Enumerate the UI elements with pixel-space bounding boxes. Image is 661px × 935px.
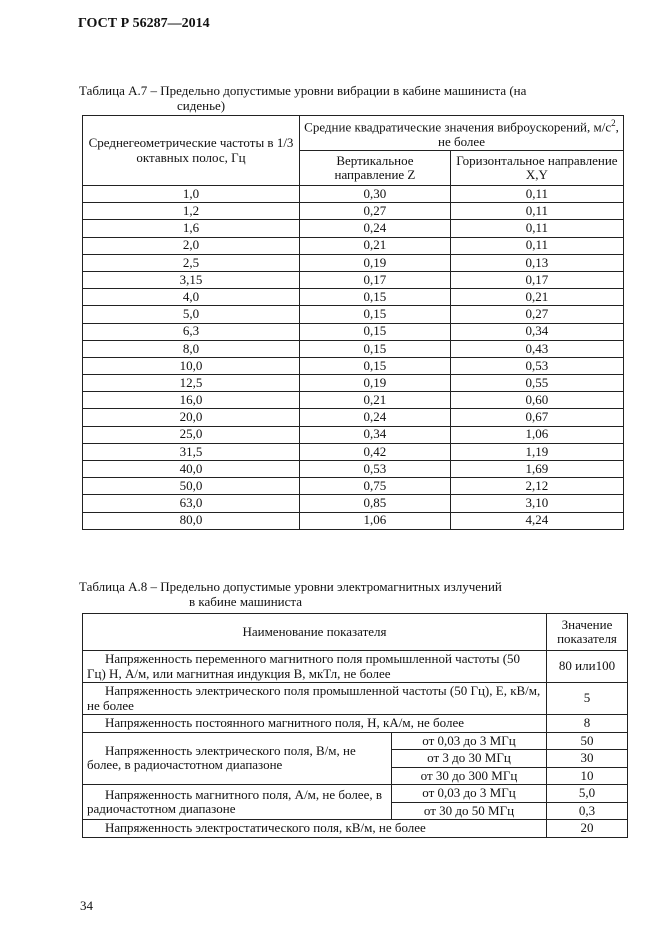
table7-col3-header: Горизонтальное направление X,Y (450, 151, 623, 186)
horizontal-xy-cell: 1,06 (450, 426, 623, 443)
horizontal-xy-cell: 2,12 (450, 478, 623, 495)
horizontal-xy-cell: 0,11 (450, 237, 623, 254)
frequency-cell: 1,0 (83, 186, 300, 203)
table8-col2-header: Значение показателя (547, 614, 628, 651)
table7-row (83, 461, 624, 478)
table8-row-value: 5 (547, 683, 628, 715)
table8-row-value: 50 (547, 732, 628, 750)
horizontal-xy-cell: 1,69 (450, 461, 623, 478)
table7-col2-header: Вертикальное направление Z (300, 151, 451, 186)
horizontal-xy-cell: 0,67 (450, 409, 623, 426)
frequency-cell: 16,0 (83, 392, 300, 409)
vertical-z-cell: 0,21 (300, 392, 451, 409)
table7-row (83, 409, 624, 426)
table8-range: от 30 до 50 МГц (392, 802, 547, 820)
table7-caption-line2: сиденье) (177, 98, 226, 113)
vertical-z-cell: 0,34 (300, 426, 451, 443)
table7-row (83, 392, 624, 409)
table8-row-name: Напряженность магнитного поля, А/м, не более, в радиочастотном диапазоне (83, 785, 392, 820)
frequency-cell: 4,0 (83, 289, 300, 306)
vertical-z-cell: 0,19 (300, 254, 451, 271)
frequency-cell: 1,6 (83, 220, 300, 237)
table8-row-value: 20 (547, 820, 628, 838)
emf-table (82, 613, 628, 838)
vertical-z-cell: 0,30 (300, 186, 451, 203)
frequency-cell: 25,0 (83, 426, 300, 443)
table7-row (83, 495, 624, 512)
table8-row-name: Напряженность электрического поля промышленной частоты (50 Гц), Е, кВ/м, не более (83, 683, 547, 715)
table7-row (83, 340, 624, 357)
table7-body (83, 186, 624, 530)
table8-row-value: 10 (547, 767, 628, 785)
frequency-cell: 8,0 (83, 340, 300, 357)
vertical-z-cell: 0,21 (300, 237, 451, 254)
table7-row (83, 323, 624, 340)
horizontal-xy-cell: 0,27 (450, 306, 623, 323)
vertical-z-cell: 0,15 (300, 340, 451, 357)
table8-row-name: Напряженность переменного магнитного поля промышленной частоты (50 Гц) Н, А/м, или магнитная индукция В, мкТл, не более (83, 651, 547, 683)
frequency-cell: 20,0 (83, 409, 300, 426)
table8-col1-header: Наименование показателя (83, 614, 547, 651)
frequency-cell: 80,0 (83, 512, 300, 529)
frequency-cell: 6,3 (83, 323, 300, 340)
frequency-cell: 10,0 (83, 357, 300, 374)
horizontal-xy-cell: 0,55 (450, 375, 623, 392)
table7-row (83, 289, 624, 306)
table8-row-value: 30 (547, 750, 628, 768)
horizontal-xy-cell: 0,11 (450, 220, 623, 237)
frequency-cell: 50,0 (83, 478, 300, 495)
table8-row-value: 80 или100 (547, 651, 628, 683)
vertical-z-cell: 0,24 (300, 220, 451, 237)
frequency-cell: 63,0 (83, 495, 300, 512)
horizontal-xy-cell: 0,13 (450, 254, 623, 271)
table7-caption-line1: Таблица А.7 – Предельно допустимые уровни вибрации в кабине машиниста (на (79, 83, 527, 98)
horizontal-xy-cell: 0,17 (450, 271, 623, 288)
table7-caption (79, 83, 639, 113)
table8-caption-line1: Таблица А.8 – Предельно допустимые уровни электромагнитных излучений (79, 579, 502, 594)
horizontal-xy-cell: 3,10 (450, 495, 623, 512)
table8-range: от 3 до 30 МГц (392, 750, 547, 768)
vertical-z-cell: 0,42 (300, 443, 451, 460)
vertical-z-cell: 0,27 (300, 203, 451, 220)
table7-row (83, 186, 624, 203)
table8-caption-line2: в кабине машиниста (189, 594, 302, 609)
vertical-z-cell: 0,15 (300, 357, 451, 374)
horizontal-xy-cell: 0,43 (450, 340, 623, 357)
frequency-cell: 31,5 (83, 443, 300, 460)
horizontal-xy-cell: 0,34 (450, 323, 623, 340)
vertical-z-cell: 0,24 (300, 409, 451, 426)
vertical-z-cell: 0,85 (300, 495, 451, 512)
horizontal-xy-cell: 0,60 (450, 392, 623, 409)
table8-row-name: Напряженность электрического поля, В/м, не более, в радиочастотном диапазоне (83, 732, 392, 785)
table7-row (83, 306, 624, 323)
frequency-cell: 1,2 (83, 203, 300, 220)
frequency-cell: 40,0 (83, 461, 300, 478)
table7-row (83, 357, 624, 374)
vertical-z-cell: 0,75 (300, 478, 451, 495)
table7-row (83, 478, 624, 495)
table7-row (83, 271, 624, 288)
horizontal-xy-cell: 0,53 (450, 357, 623, 374)
horizontal-xy-cell: 0,11 (450, 186, 623, 203)
vertical-z-cell: 0,53 (300, 461, 451, 478)
document-header: ГОСТ Р 56287—2014 (78, 16, 210, 31)
table7-row (83, 375, 624, 392)
vertical-z-cell: 0,17 (300, 271, 451, 288)
table7-row (83, 426, 624, 443)
table8-row-value: 5,0 (547, 785, 628, 803)
table7-row (83, 254, 624, 271)
page-number: 34 (80, 898, 93, 913)
table8-range: от 30 до 300 МГц (392, 767, 547, 785)
vibration-table (82, 115, 624, 530)
table7-row (83, 203, 624, 220)
frequency-cell: 2,0 (83, 237, 300, 254)
horizontal-xy-cell: 0,11 (450, 203, 623, 220)
table7-row (83, 237, 624, 254)
table8-range: от 0,03 до 3 МГц (392, 732, 547, 750)
frequency-cell: 3,15 (83, 271, 300, 288)
vertical-z-cell: 0,15 (300, 306, 451, 323)
horizontal-xy-cell: 4,24 (450, 512, 623, 529)
frequency-cell: 12,5 (83, 375, 300, 392)
frequency-cell: 2,5 (83, 254, 300, 271)
table8-range: от 0,03 до 3 МГц (392, 785, 547, 803)
table7-row (83, 443, 624, 460)
table7-row (83, 220, 624, 237)
table7-col1-header: Среднегеометрические частоты в 1/3 октавных полос, Гц (83, 116, 300, 186)
table7-row (83, 512, 624, 529)
horizontal-xy-cell: 0,21 (450, 289, 623, 306)
table8-row-value: 0,3 (547, 802, 628, 820)
table8-caption (79, 579, 639, 609)
vertical-z-cell: 0,15 (300, 323, 451, 340)
vertical-z-cell: 1,06 (300, 512, 451, 529)
vertical-z-cell: 0,15 (300, 289, 451, 306)
table8-row-value: 8 (547, 715, 628, 733)
table8-row-name: Напряженность постоянного магнитного поля, Н, кА/м, не более (83, 715, 547, 733)
table8-row-name: Напряженность электростатического поля, кВ/м, не более (83, 820, 547, 838)
horizontal-xy-cell: 1,19 (450, 443, 623, 460)
vertical-z-cell: 0,19 (300, 375, 451, 392)
frequency-cell: 5,0 (83, 306, 300, 323)
table7-group-header: Средние квадратические значения виброускорений, $м/с^2$, не более (300, 116, 624, 151)
